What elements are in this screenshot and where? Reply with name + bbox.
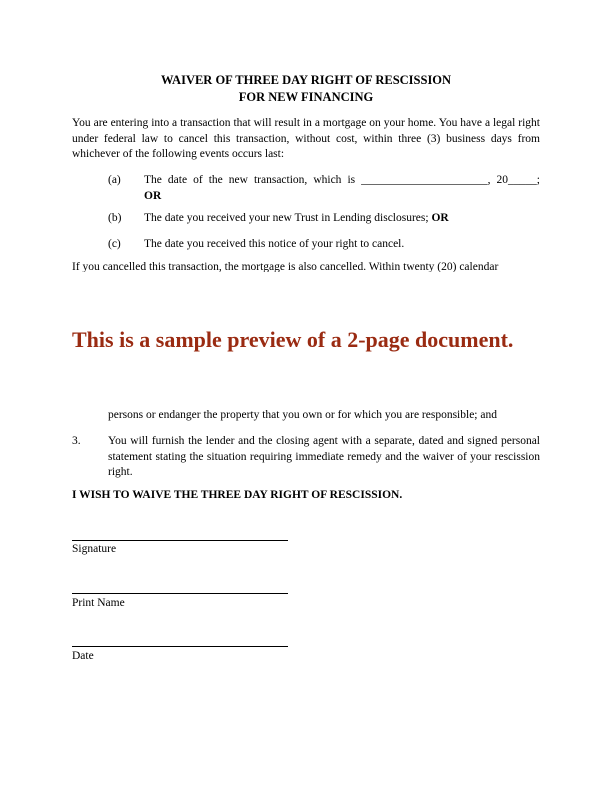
intro-paragraph: You are entering into a transaction that will result in a mortgage on your home. You have a legal right under federal law to cancel this transaction, without cost, within three (3) business days from whichever of the following events occurs last: xyxy=(72,117,540,160)
date-label: Date xyxy=(72,650,94,662)
item-b-body: The date you received your new Trust in Lending disclosures; xyxy=(144,212,429,224)
waive-statement: I WISH TO WAIVE THE THREE DAY RIGHT OF RESCISSION. xyxy=(72,489,403,501)
signature-label: Signature xyxy=(72,543,117,555)
preview-notice: This is a sample preview of a 2-page document. xyxy=(72,327,514,352)
continuation-text: persons or endanger the property that you own or for which you are responsible; and xyxy=(108,410,497,421)
document-title-line-2: FOR NEW FINANCING xyxy=(238,90,374,104)
item-3-text: You will furnish the lender and the closing agent with a separate, dated and signed personal statement stating the situation requiring immediate remedy and the waiver of your rescission right. xyxy=(108,435,540,478)
print-name-label: Print Name xyxy=(72,597,125,609)
signature-line[interactable] xyxy=(72,540,288,541)
item-b-letter: (b) xyxy=(108,212,122,224)
truncated-paragraph-text: If you cancelled this transaction, the mortgage is also cancelled. Within twenty (20) calendar xyxy=(72,261,499,272)
truncated-paragraph xyxy=(72,260,540,272)
item-c-text xyxy=(144,237,540,253)
item-a-text xyxy=(144,173,540,204)
continuation-fragment xyxy=(108,410,540,426)
item-c-letter: (c) xyxy=(108,238,121,250)
item-c-body: The date you received this notice of your right to cancel. xyxy=(144,238,405,250)
document-title-line-1: WAIVER OF THREE DAY RIGHT OF RESCISSION xyxy=(160,73,452,87)
date-line[interactable] xyxy=(72,646,288,647)
item-a-body: The date of the new transaction, which is ______________________, 20_____; xyxy=(144,174,540,186)
print-name-line[interactable] xyxy=(72,593,288,594)
item-3-number: 3. xyxy=(72,435,81,447)
item-b-text xyxy=(144,211,540,227)
item-a-letter: (a) xyxy=(108,174,121,186)
item-a-or: OR xyxy=(144,189,162,202)
item-b-or: OR xyxy=(431,212,449,224)
